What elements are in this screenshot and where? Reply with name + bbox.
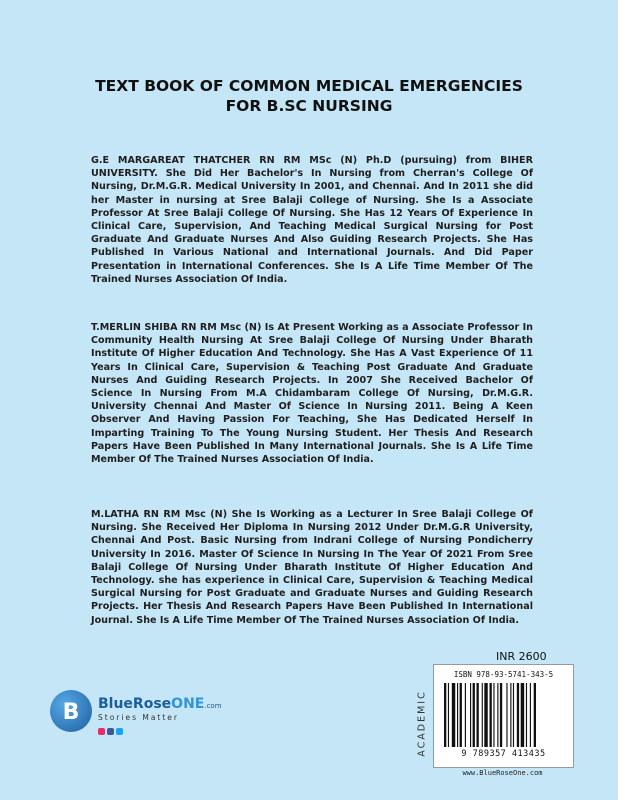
publisher-suffix: .com — [204, 702, 222, 710]
publisher-name-one: ONE — [171, 696, 205, 712]
isbn-label: ISBN 978-93-5741-343-5 — [453, 670, 554, 679]
book-title — [0, 76, 618, 116]
svg-text:B: B — [62, 700, 80, 725]
publisher-name: BlueRose — [98, 696, 172, 712]
social-icons — [98, 728, 123, 735]
facebook-icon — [107, 728, 114, 735]
price-label: INR 2600 — [496, 650, 547, 663]
isbn-digits: 9 789357 413435 — [461, 749, 546, 759]
instagram-icon — [98, 728, 105, 735]
author-bio-3: M.LATHA RN RM Msc (N) She Is Working as a Lecturer In Sree Balaji College Of Nursing. She Received Her Diploma In Nursing 2012 Under Dr.M.G.R University, Chennai And Post. Basic Nursing from Indrani College of Nursing Pondicherry University In 2016. Master Of Science In Nursing In The Year Of 2021 From Sree Balaji College Of Nursing Under Bharath Institute Of Higher Education And Technology. she has experience in Clinical Care, Supervision & Teaching Medical Surgical Nursing for Post Graduate and Graduate Nurses and Guiding Research Projects. Her Thesis And Research Papers Have Been Published In International Journal. She Is A Life Time Member Of The Trained Nurses Association Of India. — [91, 509, 533, 626]
publisher-tagline: Stories Matter — [98, 713, 180, 722]
book-title-line1: TEXT BOOK OF COMMON MEDICAL EMERGENCIES — [95, 77, 523, 95]
barcode-panel — [433, 664, 574, 768]
barcode-icon — [444, 683, 564, 747]
author-bio-1: G.E MARGAREAT THATCHER RN RM MSc (N) Ph.D (pursuing) from BIHER UNIVERSITY. She Did Her Bachelor's In Nursing from Cherran's College Of Nursing, Dr.M.G.R. Medical University In 2001, and Chennai. And In 2011 she did her Master in nursing at Sree Balaji College of Nursing. She Is a Associate Professor At Sree Balaji College Of Nursing. She Has 12 Years Of Experience In Clinical Care, Supervision, And Teaching Medical Surgical Nursing for Post Graduate And Graduate Nurses And Also Guiding Research Projects. She Has Published In Various National and International Journals. And Did Paper Presentation in International Conferences. She Is A Life Time Member Of The Trained Nurses Association Of India. — [91, 155, 533, 285]
twitter-icon — [116, 728, 123, 735]
category-text: ACADEMIC — [416, 689, 428, 757]
category-label — [413, 668, 431, 778]
bluerose-logo-icon — [50, 690, 92, 732]
author-bio-2: T.MERLIN SHIBA RN RM Msc (N) Is At Present Working as a Associate Professor In Community Health Nursing At Sree Balaji College Of Nursing Under Bharath Institute Of Higher Education And Technology. She Has A Vast Experience Of 11 Years In Clinical Care, Supervision & Teaching Post Graduate And Graduate Nurses And Guiding Research Projects. In 2007 She Received Bachelor Of Science In Nursing From M.A Chidambaram College Of Nursing, Dr.M.G.R. University Chennai And Master Of Science In Nursing 2011. Being A Keen Observer And Having Passion For Teaching, She Has Dedicated Herself In Imparting Training To The Young Nursing Student. Her Thesis And Research Papers Have Been Published In Many International Journals. She Is A Life Time Member Of The Trained Nurses Association Of India. — [91, 322, 533, 466]
publisher-website: www.BlueRoseOne.com — [462, 769, 543, 777]
book-title-line2: FOR B.SC NURSING — [225, 97, 393, 115]
